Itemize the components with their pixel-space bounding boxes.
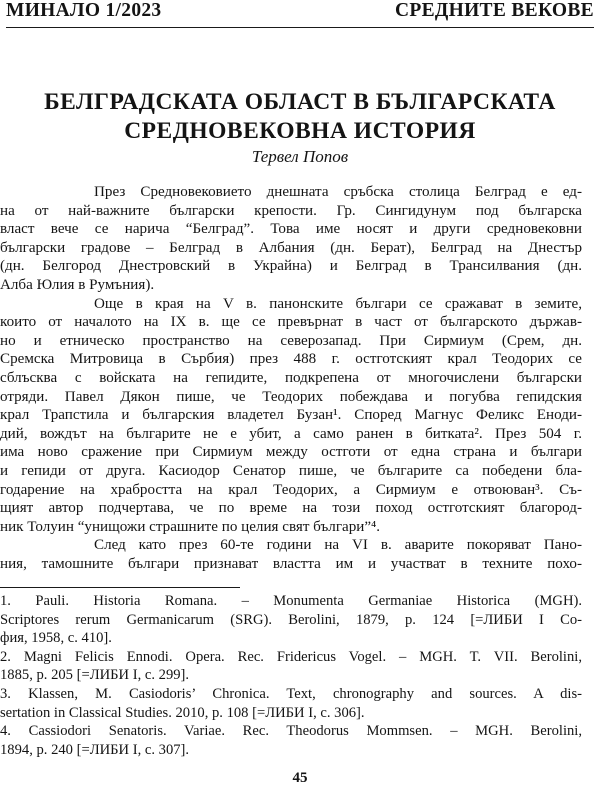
paragraph bbox=[0, 183, 582, 295]
text-line: Сремска Митровица в Сърбия) през 488 г. остготският крал Теодорих се bbox=[0, 351, 582, 368]
text-line: български градове – Белград в Албания (дн. Берат), Белград на Днестър bbox=[0, 239, 582, 256]
journal-issue: МИНАЛО 1/2023 bbox=[6, 0, 162, 21]
footnote-line: 2. Magni Felicis Ennodi. Opera. Rec. Fridericus Vogel. – MGH. T. VII. Berolini, bbox=[0, 648, 582, 665]
text-line: сблъсква с войската на гепидите, подкрепена от многочислени български bbox=[0, 369, 582, 386]
article-title-line-1: БЕЛГРАДСКАТА ОБЛАСТ В БЪЛГАРСКАТА bbox=[44, 89, 556, 115]
page-number: 45 bbox=[292, 770, 308, 786]
footnote-line: фия, 1958, с. 410]. bbox=[0, 630, 112, 647]
text-line: Алба Юлия в Румъния). bbox=[0, 276, 155, 293]
text-line: дий, вождът на българите не е убит, а само ранен в битката². През 504 г. bbox=[0, 425, 582, 442]
text-line: и гепиди от друга. Касиодор Сенатор пише, че българите са победени бла- bbox=[0, 462, 582, 479]
text-line: на от най-важните български крепости. Гр. Сингидунум под българска bbox=[0, 202, 582, 219]
header-rule bbox=[6, 27, 594, 28]
text-line: които от началото на IX в. ще се превърнат в част от българското държав- bbox=[0, 314, 582, 331]
footnote bbox=[0, 592, 582, 648]
text-line: отряди. Павел Дякон пише, че Теодорих побеждава и погубва гепидския bbox=[0, 388, 582, 405]
footnote-line: Scriptores rerum Germanicarum (SRG). Berolini, 1879, p. 124 [=ЛИБИ I Со- bbox=[0, 611, 582, 628]
footnote bbox=[0, 685, 582, 722]
footnote-line: 1. Pauli. Historia Romana. – Monumenta Germaniae Historica (MGH). bbox=[0, 593, 582, 609]
footnote-line: 4. Cassiodori Senatoris. Variae. Rec. Theodorus Mommsen. – MGH. Berolini, bbox=[0, 723, 582, 740]
text-line: има ново сражение при Сирмиум между остготи от една страна и българи bbox=[0, 444, 582, 461]
article-title bbox=[0, 88, 600, 146]
footnote-rule bbox=[0, 587, 240, 588]
text-line: ник Толуин “унищожи страшните по целия свят българи”⁴. bbox=[0, 518, 381, 535]
text-line: щият автор подчертава, че по време на този поход остготският благород- bbox=[0, 500, 582, 517]
text-line: власт вече се нарича “Белград”. Това име носят и други средновековни bbox=[0, 221, 582, 238]
text-line: Още в края на V в. панонските българи се сражават в земите, bbox=[94, 295, 582, 312]
footnote bbox=[0, 722, 582, 759]
footnote-line: 3. Klassen, M. Casiodoris’ Chronica. Text, chronography and sources. A dis- bbox=[0, 685, 582, 702]
running-header bbox=[6, 0, 594, 22]
footnote-line: sertation in Classical Studies. 2010, p. 108 [=ЛИБИ I, с. 306]. bbox=[0, 704, 365, 721]
footnotes bbox=[0, 592, 582, 759]
paragraph bbox=[0, 295, 582, 537]
text-line: През Средновековието днешната сръбска столица Белград е ед- bbox=[94, 184, 582, 200]
footnote-line: 1894, p. 240 [=ЛИБИ I, с. 307]. bbox=[0, 741, 190, 758]
article-body bbox=[0, 183, 582, 573]
article-author: Тервел Попов bbox=[251, 147, 349, 166]
text-line: След като през 60-те години на VI в. аварите покоряват Пано- bbox=[94, 537, 582, 554]
text-line: ния, тамошните българи признават властта им и участват в техните похо- bbox=[0, 555, 582, 572]
section-name: СРЕДНИТЕ ВЕКОВЕ bbox=[395, 0, 594, 21]
text-line: годарение на храбростта на крал Теодорих, а Сирмиум е отвоюван³. Съ- bbox=[0, 481, 582, 498]
text-line: но и етническо пространство на северозапад. При Сирмиум (Срем, дн. bbox=[0, 332, 582, 349]
article-title-line-2: СРЕДНОВЕКОВНА ИСТОРИЯ bbox=[124, 118, 476, 144]
footnote bbox=[0, 648, 582, 685]
text-line: крал Трапстила и българския владетел Бузан¹. Според Магнус Феликс Еноди- bbox=[0, 407, 582, 424]
footnote-line: 1885, p. 205 [=ЛИБИ I, с. 299]. bbox=[0, 667, 190, 684]
paragraph bbox=[0, 536, 582, 573]
text-line: (дн. Белгород Днестровский в Украйна) и Белград в Трансилвания (дн. bbox=[0, 258, 582, 275]
